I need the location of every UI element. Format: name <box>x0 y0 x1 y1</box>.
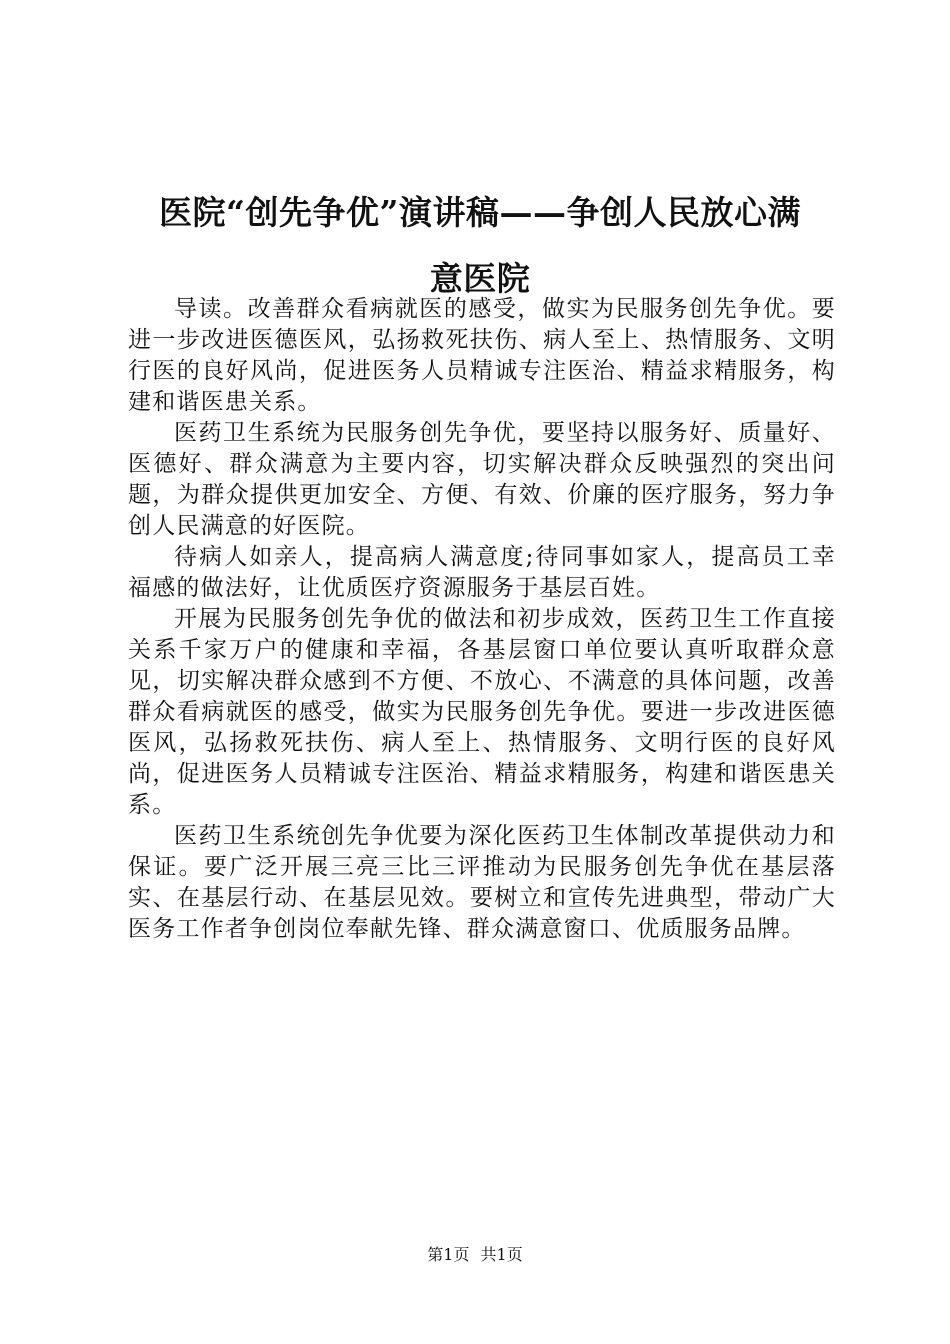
title-line-2: 意医院 <box>429 259 531 298</box>
page-footer <box>0 1244 950 1266</box>
page-number: 第1页 <box>427 1245 470 1264</box>
paragraph-4: 开展为民服务创先争优的做法和初步成效，医药卫生工作直接关系千家万户的健康和幸福，各基层窗口单位要认真听取群众意见，切实解决群众感到不方便、不放心、不满意的具体问题，改善群众看病就医的感受，做实为民服务创先争优。要进一步改进医德医风，弘扬救死扶伤、病人至上、热情服务、文明行医的良好风尚，促进医务人员精诚专注医治、精益求精服务，构建和谐医患关系。 <box>128 606 836 818</box>
document-title <box>110 180 850 312</box>
document-body <box>128 294 836 945</box>
paragraph-5: 医药卫生系统创先争优要为深化医药卫生体制改革提供动力和保证。要广泛开展三亮三比三评推动为民服务创先争优在基层落实、在基层行动、在基层见效。要树立和宣传先进典型，带动广大医务工作者争创岗位奉献先锋、群众满意窗口、优质服务品牌。 <box>128 823 836 942</box>
paragraph-3: 待病人如亲人，提高病人满意度;待同事如家人，提高员工幸福感的做法好，让优质医疗资源服务于基层百姓。 <box>128 544 836 601</box>
page-total: 共1页 <box>480 1245 523 1264</box>
paragraph-2: 医药卫生系统为民服务创先争优，要坚持以服务好、质量好、医德好、群众满意为主要内容，切实解决群众反映强烈的突出问题，为群众提供更加安全、方便、有效、价廉的医疗服务，努力争创人民满意的好医院。 <box>128 420 836 539</box>
paragraph-1: 导读。改善群众看病就医的感受，做实为民服务创先争优。要进一步改进医德医风，弘扬救死扶伤、病人至上、热情服务、文明行医的良好风尚，促进医务人员精诚专注医治、精益求精服务，构建和谐医患关系。 <box>128 296 836 415</box>
title-line-1: 医院“创先争优”演讲稿——争创人民放心满 <box>159 193 801 232</box>
